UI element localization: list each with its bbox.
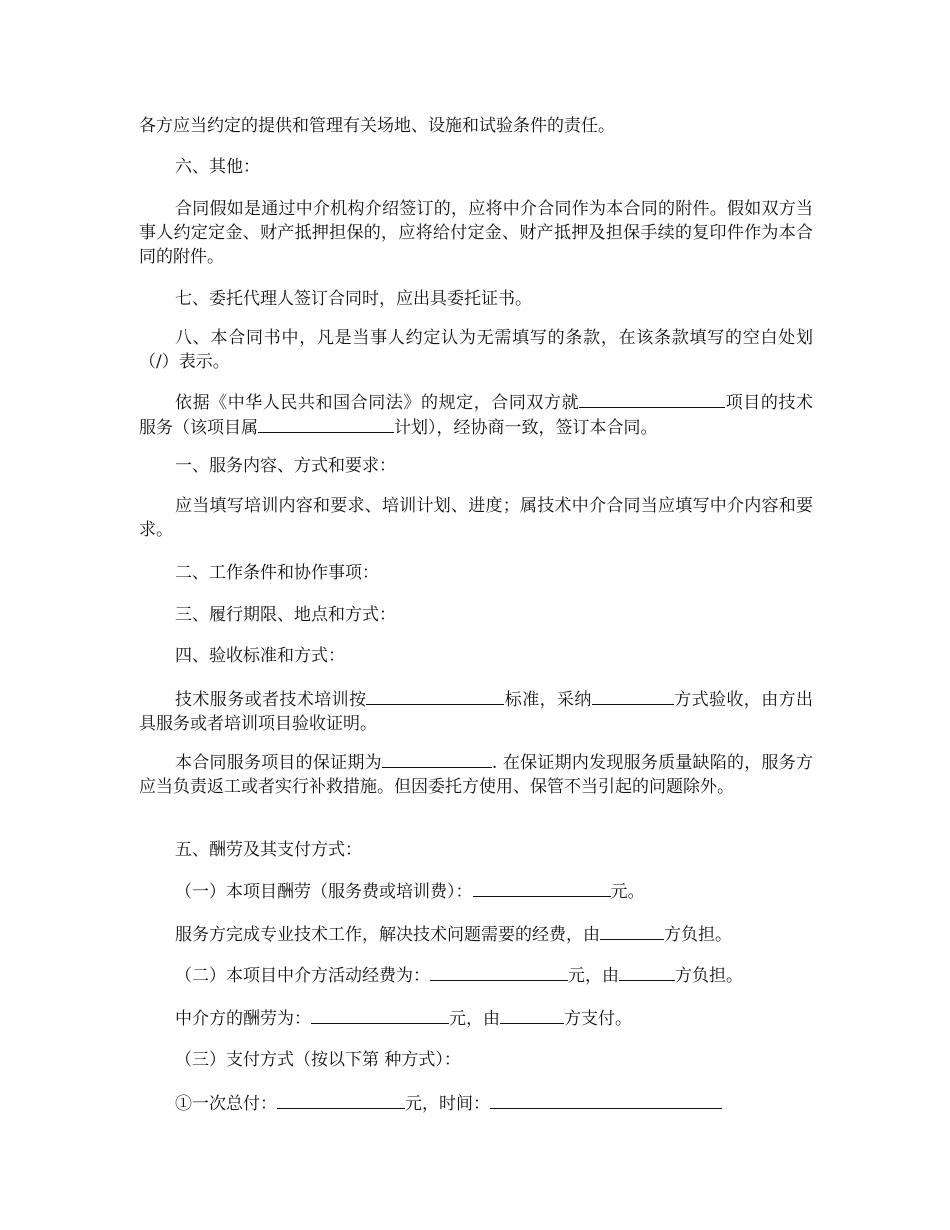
acceptance-method-field[interactable] (592, 687, 674, 705)
heading-other: 六、其他： (175, 157, 260, 177)
text-segment: 中介方的酬劳为： (175, 1009, 311, 1029)
text-segment: 方支付。 (564, 1009, 632, 1029)
paragraph-intermediary-attachment: 合同假如是通过中介机构介绍签订的，应将中介合同作为本合同的附件。假如双方当事人约定定金、财产抵押担保的，应将给付定金、财产抵押及担保手续的复印件作为本合同的附件。 (139, 199, 813, 267)
text-segment: 依据《中华人民共和国合同法》的规定，合同双方就 (175, 393, 580, 413)
heading-remuneration: 五、酬劳及其支付方式： (175, 840, 362, 860)
text-segment: 元，由 (568, 966, 619, 986)
text-segment: 项目的技术服务（该项目属 (139, 393, 814, 438)
intermediary-fee-field[interactable] (311, 1006, 449, 1024)
text-segment: 方负担。 (675, 966, 743, 986)
warranty-period-field[interactable] (382, 750, 492, 768)
heading-acceptance: 四、验收标准和方式： (175, 646, 345, 666)
text-segment: 技术服务或者技术培训按 (175, 690, 367, 710)
intermediary-expense-party-field[interactable] (619, 963, 675, 981)
text-segment: （二）本项目中介方活动经费为： (175, 966, 430, 986)
payment-time-field[interactable] (490, 1091, 722, 1109)
text-segment: 服务方完成专业技术工作，解决技术问题需要的经费，由 (175, 925, 600, 945)
paragraph-facility-responsibility: 各方应当约定的提供和管理有关场地、设施和试验条件的责任。 (139, 116, 615, 136)
intermediary-fee-party-field[interactable] (500, 1006, 564, 1024)
heading-working-conditions: 二、工作条件和协作事项： (175, 563, 379, 583)
standard-field[interactable] (366, 687, 504, 705)
text-segment: 计划），经协商一致，签订本合同。 (394, 418, 658, 438)
text-segment: . 在保证期内发现服务质量缺陷的，服务方应当负责返工或者实行补救措施。但因委托方使用、保管不当引起的问题除外。 (139, 753, 813, 797)
text-segment: 元，由 (449, 1009, 500, 1029)
paragraph-acceptance-standard (139, 687, 813, 736)
text-segment: 元，时间： (405, 1094, 490, 1114)
heading-service-content: 一、服务内容、方式和要求： (175, 456, 396, 476)
text-segment: （一）本项目酬劳（服务费或培训费）： (175, 882, 473, 902)
text-segment: 方式验收，由方出具服务或者培训项目验收证明。 (139, 690, 814, 734)
paragraph-contract-basis (139, 390, 813, 440)
paragraph-warranty-period (139, 750, 813, 799)
paragraph-technical-expenses (139, 922, 813, 947)
paragraph-service-requirements: 应当填写培训内容和要求、培训计划、进度；属技术中介合同当应填写中介内容和要求。 (139, 496, 813, 540)
paragraph-intermediary-expenses (139, 963, 813, 988)
text-segment: 标准，采纳 (504, 690, 592, 710)
text-segment: ①一次总付： (175, 1094, 277, 1114)
paragraph-blank-clause: 八、本合同书中，凡是当事人约定认为无需填写的条款，在该条款填写的空白处划（/）表示。 (139, 328, 813, 372)
service-fee-field[interactable] (473, 879, 611, 897)
heading-performance-term: 三、履行期限、地点和方式： (175, 605, 396, 625)
lump-sum-amount-field[interactable] (277, 1091, 405, 1109)
intermediary-expense-field[interactable] (430, 963, 568, 981)
paragraph-agent-authorization: 七、委托代理人签订合同时，应出具委托证书。 (175, 289, 532, 309)
heading-payment-method: （三）支付方式（按以下第 种方式）： (175, 1050, 461, 1070)
paragraph-service-fee (139, 879, 813, 904)
project-name-field[interactable] (579, 390, 725, 408)
text-segment: 本合同服务项目的保证期为 (175, 753, 382, 773)
expense-party-field[interactable] (600, 922, 664, 940)
paragraph-intermediary-fee (139, 1006, 813, 1031)
plan-name-field[interactable] (258, 415, 394, 433)
paragraph-lump-sum-payment (139, 1091, 813, 1116)
text-segment: 元。 (610, 882, 645, 902)
text-segment: 方负担。 (664, 925, 732, 945)
